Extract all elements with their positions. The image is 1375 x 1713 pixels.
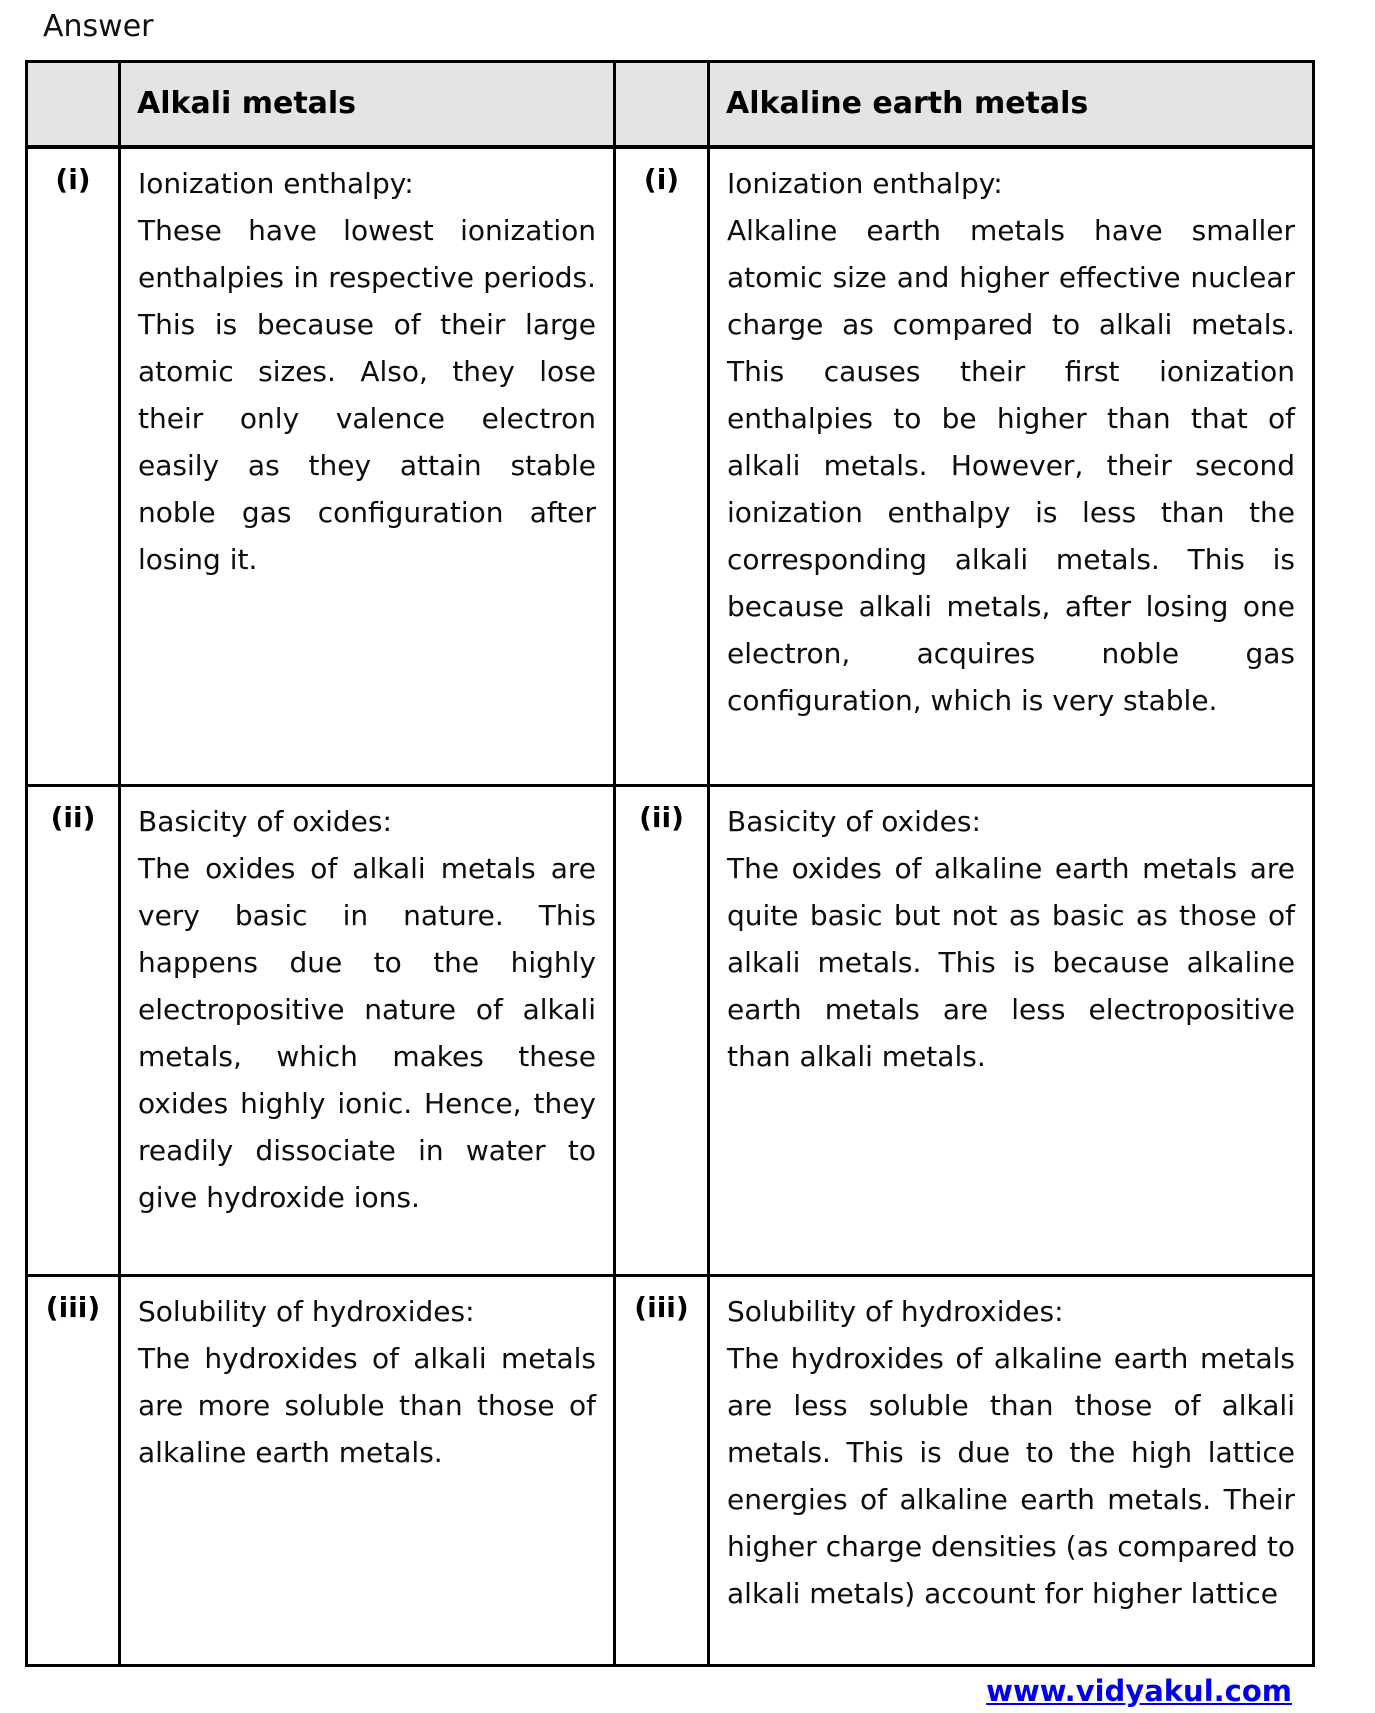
alkaline-ionization-cell xyxy=(709,147,1314,786)
alkaline-basicity-cell xyxy=(709,786,1314,1276)
row-index-right: (ii) xyxy=(615,786,709,1276)
alkaline-basicity-heading: Basicity of oxides: xyxy=(727,805,981,838)
alkali-solubility-heading: Solubility of hydroxides: xyxy=(138,1295,475,1328)
alkaline-ionization-body: Alkaline earth metals have smaller atomic size and higher effective nuclear charge as compared to alkali metals. This causes their first ionization enthalpies to be higher than that of alkali metals. However, their second ionization enthalpy is less than the corresponding alkali metals. This is because alkali metals, after losing one electron, acquires noble gas configuration, which is very stable. xyxy=(727,213,1295,717)
row-index-left: (iii) xyxy=(27,1276,120,1666)
header-empty-right xyxy=(615,62,709,147)
alkali-ionization-cell xyxy=(120,147,615,786)
header-alkaline-earth-metals: Alkaline earth metals xyxy=(709,62,1314,147)
alkaline-basicity-body: The oxides of alkaline earth metals are quite basic but not as basic as those of alkali metals. This is because alkaline earth metals are less electropositive than alkali metals. xyxy=(727,852,1295,1073)
alkali-solubility-body: The hydroxides of alkali metals are more soluble than those of alkaline earth metals. xyxy=(138,1342,596,1469)
table-row-basicity-of-oxides xyxy=(27,786,1314,1276)
comparison-table xyxy=(25,60,1315,1667)
alkaline-ionization-heading: Ionization enthalpy: xyxy=(727,166,1003,200)
table-row-ionization-enthalpy xyxy=(27,147,1314,786)
vidyakul-link[interactable]: www.vidyakul.com xyxy=(986,1674,1292,1708)
row-index-left: (i) xyxy=(27,147,120,786)
alkali-basicity-cell xyxy=(120,786,615,1276)
alkali-solubility-cell xyxy=(120,1276,615,1666)
alkaline-solubility-heading: Solubility of hydroxides: xyxy=(727,1295,1064,1328)
table-header-row xyxy=(27,62,1314,147)
header-alkali-metals: Alkali metals xyxy=(120,62,615,147)
alkali-ionization-body: These have lowest ionization enthalpies in respective periods. This is because of their large atomic sizes. Also, they lose their only valence electron easily as they attain stable noble gas configuration after losing it. xyxy=(138,213,596,576)
alkaline-solubility-body: The hydroxides of alkaline earth metals are less soluble than those of alkali metals. This is due to the high lattice energies of alkaline earth metals. Their higher charge densities (as compared to alkali metals) account for higher lattice xyxy=(727,1342,1295,1610)
alkali-ionization-heading: Ionization enthalpy: xyxy=(138,166,414,200)
alkali-basicity-body: The oxides of alkali metals are very basic in nature. This happens due to the highly electropositive nature of alkali metals, which makes these oxides highly ionic. Hence, they readily dissociate in water to give hydroxide ions. xyxy=(138,852,596,1214)
row-index-right: (i) xyxy=(615,147,709,786)
answer-heading: Answer xyxy=(43,9,154,44)
table-row-solubility-of-hydroxides xyxy=(27,1276,1314,1666)
row-index-left: (ii) xyxy=(27,786,120,1276)
header-empty-left xyxy=(27,62,120,147)
row-index-right: (iii) xyxy=(615,1276,709,1666)
alkali-basicity-heading: Basicity of oxides: xyxy=(138,805,392,838)
alkaline-solubility-cell xyxy=(709,1276,1314,1666)
